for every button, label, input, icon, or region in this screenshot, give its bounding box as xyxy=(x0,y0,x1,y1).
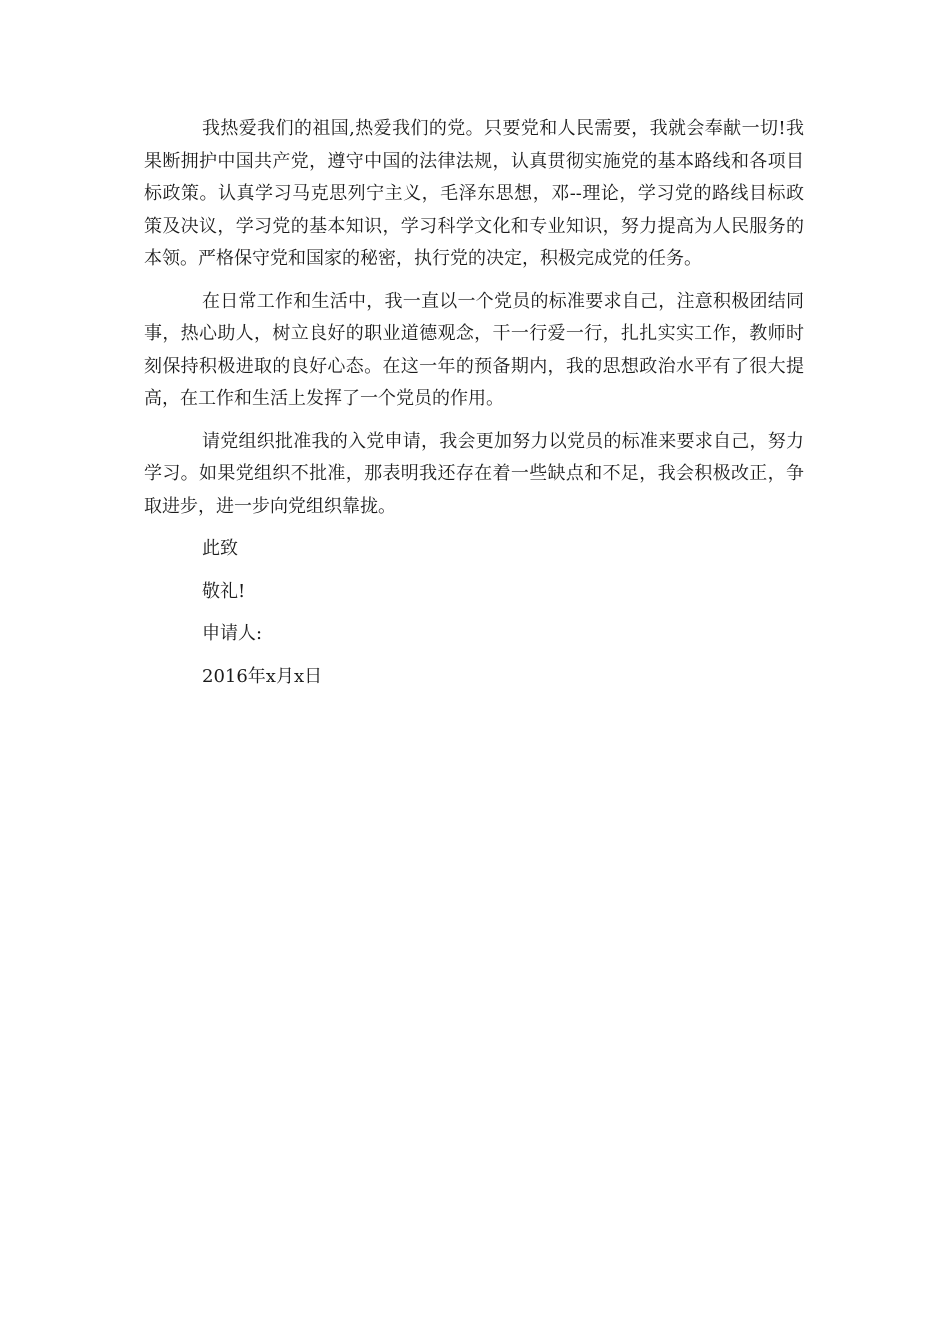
salute-line: 敬礼! xyxy=(202,580,246,602)
date-line: 2016年x月x日 xyxy=(202,665,323,687)
paragraph-3: 请党组织批准我的入党申请，我会更加努力以党员的标准来要求自己，努力学习。如果党组织不批准，那表明我还存在着一些缺点和不足，我会积极改正，争取进步，进一步向党组织靠拢。 xyxy=(144,430,804,517)
closing-line: 此致 xyxy=(202,538,238,559)
paragraph-2: 在日常工作和生活中，我一直以一个党员的标准要求自己，注意积极团结同事，热心助人，树立良好的职业道德观念，干一行爱一行，扎扎实实工作，教师时刻保持积极进取的良好心态。在这一年的预备期内，我的思想政治水平有了很大提高，在工作和生活上发挥了一个党员的作用。 xyxy=(144,290,804,409)
applicant-label: 申请人: xyxy=(202,623,263,644)
document-body xyxy=(144,113,804,703)
paragraph-1: 我热爱我们的祖国,热爱我们的党。只要党和人民需要，我就会奉献一切!我果断拥护中国共产党，遵守中国的法律法规，认真贯彻实施党的基本路线和各项目标政策。认真学习马克思列宁主义，毛泽东思想，邓--理论，学习党的路线目标政策及决议，学习党的基本知识，学习科学文化和专业知识，努力提高为人民服务的本领。严格保守党和国家的秘密，执行党的决定，积极完成党的任务。 xyxy=(144,118,804,269)
